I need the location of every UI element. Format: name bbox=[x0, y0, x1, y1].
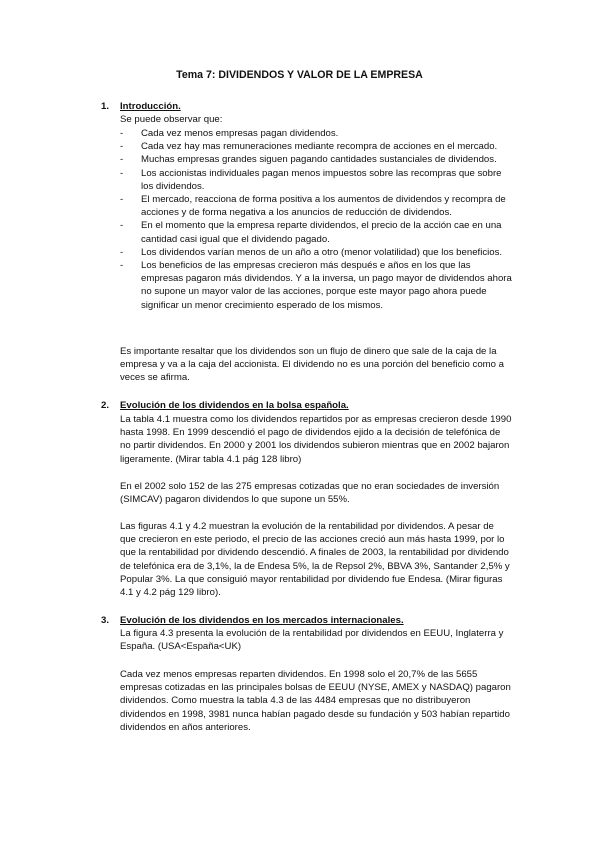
section-heading: Evolución de los dividendos en los mercados internacionales. bbox=[120, 615, 404, 626]
list-item: - Los accionistas individuales pagan menos impuestos sobre las recompras que sobre los dividendos. bbox=[120, 167, 502, 192]
section-number: 1. bbox=[101, 101, 110, 112]
list-item: - Muchas empresas grandes siguen pagando cantidades sustanciales de dividendos. bbox=[120, 154, 497, 166]
list-item: - En el momento que la empresa reparte dividendos, el precio de la acción cae en una cantidad casi igual que el dividendo pagado. bbox=[120, 220, 502, 245]
paragraph: Cada vez menos empresas reparten dividendos. En 1998 solo el 20,7% de las 5655 empresas cotizadas en las principales bolsas de EEUU (NYSE, AMEX y NASDAQ) pagaron dividendos. Como muestra la tabla 4.3 de las 4484 empresas que no distribuyeron dividendos en 1998, 3981 nunca habían pagado desde su fundación y 503 habían repartido dividendos en años anteriores. bbox=[120, 669, 511, 733]
section-intro: Se puede observar que: bbox=[120, 114, 223, 125]
section-heading: Evolución de los dividendos en la bolsa española. bbox=[120, 400, 349, 411]
section-number: 3. bbox=[101, 615, 110, 626]
page-title: Tema 7: DIVIDENDOS Y VALOR DE LA EMPRESA bbox=[176, 69, 423, 81]
paragraph: Las figuras 4.1 y 4.2 muestran la evolución de la rentabilidad por dividendos. A pesar de que crecieron en este periodo, el precio de las acciones creció aun más hasta 1999, por lo que la rentabilidad por dividendo descendió. A finales de 2003, la rentabilidad por dividendo de telefónica era de 3,1%, la de Endesa 5%, la de Repsol 2%, BBVA 3%, Santander 2,5% y Popular 3%. La que consiguió mayor rentabilidad por dividendo fue Endesa. (Mirar figuras 4.1 y 4.2 pág 129 libro). bbox=[120, 521, 510, 599]
paragraph: La tabla 4.1 muestra como los dividendos repartidos por as empresas crecieron desde 1990 hasta 1998. En 1999 descendió el pago de dividendos ejido a la decisión de telefónica de no partir dividendos. En 2000 y 2001 los dividendos subieron mientras que en 2002 bajaron ligeramente. (Mirar tabla 4.1 pág 128 libro) bbox=[120, 414, 512, 465]
paragraph: La figura 4.3 presenta la evolución de la rentabilidad por dividendos en EEUU, Inglaterra y España. (USA<España<UK) bbox=[120, 628, 504, 653]
list-item: - Los dividendos varían menos de un año a otro (menor volatilidad) que los beneficios. bbox=[120, 246, 503, 258]
list-item: - Los beneficios de las empresas crecieron más después e años en los que las empresas pagaron más dividendos. Y a la inversa, un pago mayor de dividendos ahora no supone un mayor valor de las acciones, porque este mayor pago ahora puede significar un menor crecimiento esperado de los mismos. bbox=[120, 260, 512, 311]
bullet-list bbox=[120, 127, 512, 312]
paragraph: En el 2002 solo 152 de las 275 empresas cotizadas que no eran sociedades de inversión (SIMCAV) pagaron dividendos lo que supone un 55%. bbox=[120, 481, 500, 506]
paragraph: Es importante resaltar que los dividendos son un flujo de dinero que sale de la caja de la empresa y va a la caja del accionista. El dividendo no es una porción del beneficio como a veces se afirma. bbox=[120, 346, 504, 384]
section-number: 2. bbox=[101, 400, 110, 411]
list-item: - El mercado, reacciona de forma positiva a los aumentos de dividendos y recompra de acciones y de forma negativa a los anuncios de reducción de dividendos. bbox=[120, 194, 506, 219]
list-item: - Cada vez hay mas remuneraciones mediante recompra de acciones en el mercado. bbox=[120, 141, 498, 153]
section-heading: Introducción. bbox=[120, 101, 181, 112]
list-item: - Cada vez menos empresas pagan dividendos. bbox=[120, 128, 339, 139]
